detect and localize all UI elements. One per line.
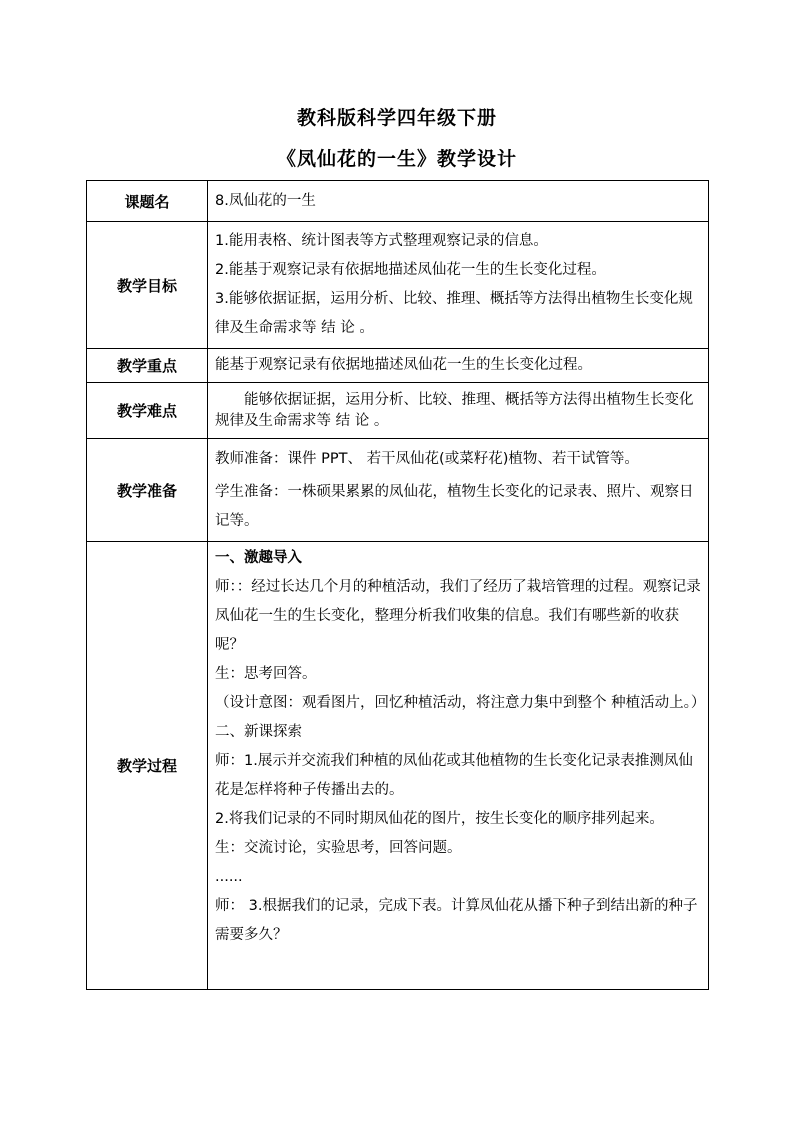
label-topic: 课题名 (87, 181, 208, 222)
process-ellipsis: ...... (215, 869, 243, 885)
label-preparation: 教学准备 (87, 439, 208, 542)
document-title: 教科版科学四年级下册 (296, 107, 497, 129)
process-line: （设计意图：观看图片，回忆种植活动，将注意力集中到整个 种植活动上。） (215, 695, 706, 711)
goal-item: 2.能基于观察记录有依据地描述凤仙花一生的生长变化过程。 (215, 262, 606, 278)
process-line: 生：思考回答。 (215, 666, 317, 682)
teacher-preparation: 教师准备：课件 PPT、 若干凤仙花(或菜籽花)植物、若干试管等。 (215, 450, 639, 467)
label-difficulty: 教学难点 (87, 383, 208, 439)
value-topic: 8.凤仙花的一生 (208, 181, 709, 222)
student-preparation: 学生准备：一株硕果累累的凤仙花，植物生长变化的记录表、照片、观察日记等。 (215, 483, 694, 529)
document-subtitle: 《凤仙花的一生》教学设计 (276, 148, 517, 170)
table-row-preparation (87, 439, 709, 542)
goal-item: 1.能用表格、统计图表等方式整理观察记录的信息。 (215, 233, 548, 249)
process-section-heading: 一、激趣导入 (215, 550, 302, 566)
process-line: 师：1.展示并交流我们种植的凤仙花或其他植物的生长变化记录表推测凤仙花是怎样将种子传播出去的。 (215, 753, 693, 798)
table-row-key-point (87, 349, 709, 383)
process-line: 2.将我们记录的不同时期凤仙花的图片，按生长变化的顺序排列起来。 (215, 811, 664, 827)
process-line: 师： 3.根据我们的记录，完成下表。计算凤仙花从播下种子到结出新的种子需要多久？ (215, 898, 698, 943)
label-goals: 教学目标 (87, 222, 208, 349)
goal-item: 3.能够依据证据，运用分析、比较、推理、概括等方法得出植物生长变化规律及生命需求等 结 论 。 (215, 291, 693, 336)
value-difficulty (208, 383, 709, 439)
table-row-process (87, 542, 709, 990)
value-goals (208, 222, 709, 349)
lesson-plan-table (86, 180, 709, 990)
process-line: 生：交流讨论，实验思考，回答问题。 (215, 840, 462, 856)
table-row-difficulty (87, 383, 709, 439)
label-process: 教学过程 (87, 542, 208, 990)
table-row-goals (87, 222, 709, 349)
difficulty-text: 能够依据证据，运用分析、比较、推理、概括等方法得出植物生长变化规律及生命需求等 结 论 。 (215, 391, 694, 429)
value-key-point: 能基于观察记录有依据地描述凤仙花一生的生长变化过程。 (208, 349, 709, 383)
value-process (208, 542, 709, 990)
label-key-point: 教学重点 (87, 349, 208, 383)
process-section-heading: 二、新课探索 (215, 724, 302, 740)
table-row-topic (87, 181, 709, 222)
value-preparation (208, 439, 709, 542)
process-line: 师：：经过长达几个月的种植活动，我们了经历了栽培管理的过程。观察记录凤仙花一生的生长变化，整理分析我们收集的信息。我们有哪些新的收获呢？ (215, 579, 701, 653)
